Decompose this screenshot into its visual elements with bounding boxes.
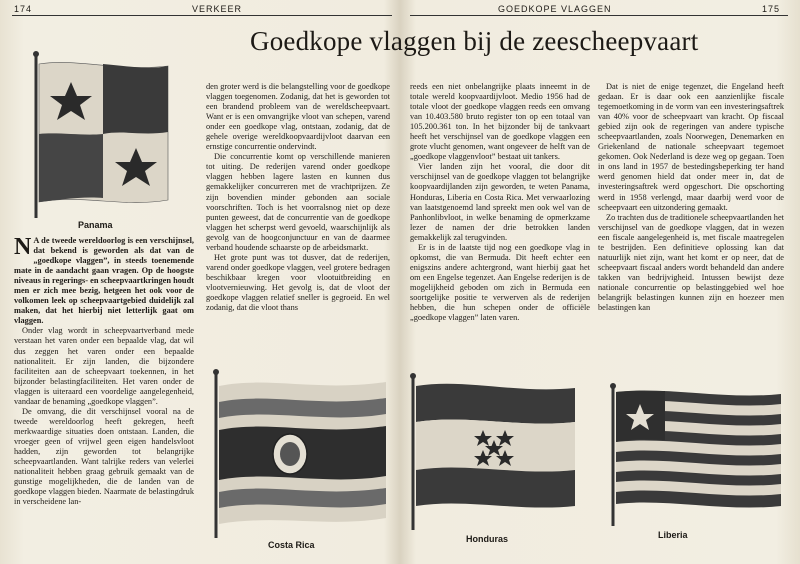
- caption-liberia: Liberia: [658, 530, 688, 540]
- lead-paragraph: [14, 236, 194, 326]
- paragraph: Die concurrentie komt op verschillende manieren tot uiting. De rederijen varend onder goedkope vlaggen hebben lagere lasten en kunnen dus gemakkelijker concurreren met de vrachtprijzen. Ze zijn bovendien minder gebonden aan sociale voorschriften. Toch is het voorralsnog niet op deze punten geweest, dat de concurrentie van de goedkope vlaggen het scherpst werd gevoeld, waarschijnlijk als gevolg van de hoogconjunctuur en van de daarmee verband houdende schaarste op de arbeidsmarkt.: [206, 152, 390, 252]
- right-page-number: 175: [762, 4, 781, 14]
- article-column-4: [598, 82, 784, 362]
- right-section-title: GOEDKOPE VLAGGEN: [498, 4, 612, 14]
- paragraph: De omvang, die dit verschijnsel vooral na de tweede wereldoorlog heeft gekregen, heeft merkwaardige situaties doen ontstaan. Landen, die vroeger geen of vrijwel geen eigen handelsvloot hadden, zijn geworden tot belangrijke scheepvaartlanden. Want talrijke reders van velerlei nationaliteit hebben graag gebruik gemaakt van de gunstige mogelijkheden, die de landen van de goedkope vlaggen bieden. Naarmate de belastingdruk in verscheidene lan-: [14, 406, 194, 507]
- paragraph: den groter werd is die belangstelling voor de goedkope vlaggen toegenomen. Zodanig, dat het is geworden tot een brandend probleem van de wereldscheepvaart. Want er is een omvangrijke vloot van schepen, varend onder een goedkope vlag, ontstaan, zodanig, dat de gehele overige wereldkoopvaardijvloot daarvan een ernstige concurrentie ondervindt.: [206, 82, 390, 152]
- liberia-flag-icon: [605, 382, 790, 528]
- caption-honduras: Honduras: [466, 534, 509, 544]
- costa-rica-flag-icon: [208, 368, 393, 540]
- right-header-rule: [410, 15, 788, 16]
- paragraph: Er is in de laatste tijd nog een goedkope vlag in opkomst, die van Bermuda. Dit heeft echter een enigszins andere achtergrond, want hierbij gaat het om een Engelse tegenzet. Aan Engelse rederijen is de mogelijkheid geboden om zich in Bermuda een soortgelijke positie te verwerven als de rederijen hebben, die hun schepen onder de officiële „goedkope vlaggen” laten varen.: [410, 242, 590, 323]
- article-column-1: [14, 236, 194, 558]
- honduras-flag-icon: [405, 372, 585, 532]
- caption-costa-rica: Costa Rica: [268, 540, 315, 550]
- drop-cap: N: [14, 236, 32, 260]
- left-section-title: VERKEER: [192, 4, 243, 14]
- paragraph: Vier landen zijn het vooral, die door dit verschijnsel van de goedkope vlaggen tot belangrijke koopvaardijlanden zijn geworden, te weten Panama, Honduras, Liberia en Costa Rica. Met verwaarlozing van laatstgenoemd land spreekt men ook wel van de Panhonlibvloot, in welke benaming de opmerkzame lezer de namen der drie betrokken landen gemakkelijk zal terugvinden.: [410, 162, 590, 242]
- paragraph: Zo trachten dus de traditionele scheepvaartlanden het verschijnsel van de goedkope vlaggen, dat in wezen een fiscale aangelegenheid is, met fiscale maatregelen te bestrijden. Een definitieve oplossing kan dat natuurlijk niet zijn, want het komt er op neer, dat de scheepvaart fiscaal anders wordt behandeld dan andere takken van bedrijvigheid. Intussen bewijst deze nationale concurrentie op belastinggebied wel hoe belangrijk belastingen kunnen zijn en hoezeer men belastingen kan: [598, 212, 784, 313]
- paragraph: Onder vlag wordt in scheepvaartverband mede verstaan het varen onder een bepaalde vlag, dat wil dus zeggen het varen onder een bepaalde nationaliteit. Er zijn landen, die bijzondere faciliteiten aan de scheepvaart toekennen, in het bijzonder belastingfaciliteiten. Het varen onder de vlaggen is uiteraard een voordelige aangelegenheid, vandaar de benaming „goedkope vlaggen”.: [14, 326, 194, 406]
- paragraph: reeds een niet onbelangrijke plaats inneemt in de totale wereld koopvaardijvloot. Medio 1956 had de totale vloot der goedkope vlaggen reeds een omvang van 10.403.580 bruto register ton op een totaal van 105.200.361 ton. In het bijzonder bij de tankvaart heeft het verschijnsel van de goedkope vlaggen een grote vlucht genomen, want ongeveer de helft van de „goedkope vlaggenvloot” bestaat uit tankers.: [410, 82, 590, 162]
- paragraph: Dat is niet de enige tegenzet, die Engeland heeft gedaan. Er is daar ook een aanzienlijke fiscale tegemoetkoming in de vorm van een investeringsaftrek van 40% voor de scheepvaart van kracht. Op fiscaal gebied zijn ook de regeringen van andere typische scheepvaartlanden, zoals Noorwegen, Denemarken en Griekenland de nationale scheepvaart tegemoet gekomen. Ook Nederland is deze weg op gegaan. Toen in ons land in 1957 de bestedingsbeperking ter hand werd genomen hield dat onder meer in, dat de investeringsaftrek werd opgeschort. Die opschorting werd in 1958 verlengd, maar daarbij werd voor de scheepvaart een uitzondering gemaakt.: [598, 82, 784, 212]
- article-column-3: [410, 82, 590, 362]
- panama-flag-icon: [28, 50, 198, 220]
- left-page-number: 174: [14, 4, 33, 14]
- paragraph: Het grote punt was tot dusver, dat de rederijen, varend onder goedkope vlaggen, veel grotere bedragen beschikbaar kregen voor vlootuitbreiding en vlootvernieuwing. Het gevolg is, dat de vloot der goedkope vlaggen relatief sneller is gegroeid. En wel zodanig, dat die vloot thans: [206, 252, 390, 313]
- article-title: Goedkope vlaggen bij de zeescheepvaart: [250, 26, 699, 56]
- caption-panama: Panama: [78, 220, 113, 230]
- article-column-2: [206, 82, 390, 362]
- lead-text: A de tweede wereldoorlog is een verschijnsel, dat bekend is geworden als dat van de „goedkope vlaggen”, in steeds toenemende mate in de aandacht gaan vragen. Op de hoogste niveaus in regerings- en scheepvaartkringen houdt men er zich mee bezig, hetgeen het ook voor de volkomen leek op scheepvaartgebied duidelijk zal maken, dat het hierbij niet letterlijk gaat om vlaggen.: [14, 236, 194, 326]
- left-header-rule: [12, 15, 392, 16]
